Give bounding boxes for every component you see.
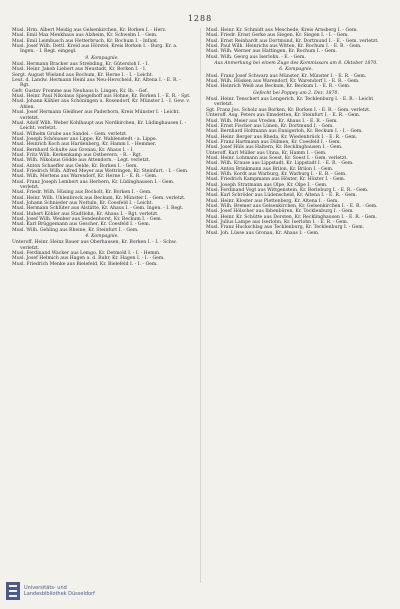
column-divider	[200, 28, 201, 583]
list-entry: Musl. Heinr. Kr. Schmidt aus Meschede, Kreis Arnsberg I. - Gem.	[206, 28, 358, 33]
list-entry: Musl. Fritz Wilh. Kerkenkamp aus Ostbevern. - R. - Rgt.	[12, 152, 143, 158]
list-entry: Musl. Wilh. Werner aus Hattingen, Kr. Bochum I. - Gem.	[206, 49, 337, 55]
list-entry: Musl. Wilhelm Grube aus Sandel. - Gem. verletzt.	[12, 131, 128, 137]
list-entry: Musl. Heinr. Kloster aus Plettenberg, Kr. Altena I. - Gem.	[206, 198, 339, 204]
list-entry: Musl. Friedrich Wilh. Alfred Meyer aus Wettringen, Kr. Steinfurt. - I. - Gem.	[12, 168, 189, 174]
list-entry: Unteroff. Karl Müller aus Unna, Kr. Hamm I. - Gem.	[206, 150, 327, 156]
section-heading: Gefecht bei Poppey am 2. Dez. 1870.	[253, 90, 339, 96]
list-entry: Musl. Josef Hermann Gleißner aus Paderborn, Kreis Münster I. - Leicht. verletzt.	[12, 110, 180, 121]
right-column	[206, 28, 386, 236]
list-entry: Musl. Karl Brüggemann aus Gescher, Kr. Coesfeld I. - Gem.	[12, 222, 151, 228]
list-entry: Musl. Wilh. Meier aus Vreden, Kr. Ahaus I. - E. R. - Gem.	[206, 118, 338, 124]
list-entry: Musl. Heinr. Berger aus Rheda, Kr. Wiedenbrück I. - E. R. - Gem.	[206, 134, 358, 140]
left-column	[12, 28, 192, 267]
list-entry: Musl. Joseph Schönauer aus Lippe, Kr. Wahlenstedt - a. Lippe.	[12, 136, 158, 142]
list-entry: Musl. Wilh. Nikolaus Gödde aus Attendorn. - Legt. verletzt.	[12, 158, 151, 164]
list-entry: Musl. Wilh. Krause aus Lippstadt, Kr. Lippstadt I. - E. R. - Gem.	[206, 161, 354, 167]
list-entry: Musl. Wilh. Hüsken aus Warendorf, Kr. Warendorf I. - E. R. - Gem.	[206, 79, 360, 85]
section-heading: 4. Kompagnie.	[85, 234, 119, 240]
list-entry: Musl. Friedr. Wilh. Hüsing aus Bocholt, Kr. Borken I. - Gem.	[12, 190, 152, 196]
list-entry: Musl. Ernst Reinhardt aus Dortmund, Kr. Dortmund I. - E. - Gem. verletzt.	[206, 38, 379, 44]
list-entry: Musl. Hrm. Albert Meidig aus Gelsenkirchen, Kr. Borken I. - Herz.	[12, 28, 167, 33]
list-entry: Musl. Heinrich Weiß aus Beckum, Kr. Beckum I. - E. R. - Gem.	[206, 84, 351, 90]
list-entry: Musl. Johann Kähler aus Schöningen u. Rosendorf, Kr. Münster I. - I. Gew. v. Ahlen.	[12, 99, 190, 110]
logo-line-1: Universitäts- und	[24, 585, 67, 591]
list-entry: Unteroff. Heinr. Heinz Bauer aus Oberhausen, Kr. Borken I. - I. - Schw. verletzt.	[12, 240, 177, 251]
list-entry: Musl. Heinr. Wilh. Uhlenbrock aus Beckum, Kr. Münster I. - Gem. verletzt.	[12, 195, 186, 201]
list-entry: Musl. Karl Schröder aus Lüdenscheid, Kr. Altena I. - E. R. - Gem.	[206, 193, 357, 199]
list-entry: Musl. Joh. Lüsse aus Gronau, Kr. Ahaus I. - Gem.	[206, 230, 320, 236]
list-entry: Musl. Johann Schnieder aus Nottuln, Kr. Coesfeld I. - Leicht.	[12, 201, 154, 206]
list-entry: Musl. Heinrich Koch aus Hardenberg, Kr. Hamm I. - Hemmer.	[12, 142, 157, 148]
list-entry: Musl. Josef Hölscher aus Ibbenbüren, Kr. Tecklenburg I. - Gem.	[206, 209, 354, 215]
list-entry: Musl. Ferdinand Vogt aus Wittgenstein, Kr. Berleburg I. - E. R. - Gem.	[206, 187, 369, 193]
list-entry: Musl. Ernst Fischer aus Lünen, Kr. Dortmund I. - Gem.	[206, 123, 334, 129]
list-entry: Musl. Franz Huckschlag aus Tecklenburg, Kr. Tecklenburg I. - Gem.	[206, 225, 365, 231]
list-entry: Musl. Heinr. Lohmann aus Soest, Kr. Soest I. - Gem. verletzt.	[206, 155, 348, 161]
list-entry: Musl. Wilh. Georg aus Iserlohn. - E. - Gem.	[206, 54, 306, 60]
list-entry: Musl. Ferdinand Wacker aus Lemgo, Kr. Detmold I. - I. - Hemm.	[12, 251, 161, 257]
section-heading: Aus Anmerkung bei einem Zuge des Kommissars am 8. Oktober 1870.	[214, 61, 378, 67]
list-entry: Musl. Emil Max Menkhaus aus Alzheim, Kr. Schwelm I. - Gem.	[12, 33, 158, 39]
list-entry: Musl. Emil Leimbusch aus Hetterbruch, Kr. Bochum I. - Infant.	[12, 38, 159, 44]
list-entry: Sgt. Franz Jos. Scholz aus Borken, Kr. Borken I. - E. R. - Gem. verletzt.	[206, 107, 371, 113]
logo-line-2: Landesbibliothek Düsseldorf	[24, 591, 95, 597]
list-entry: Musl. Paul Wilh. Heinrichs aus Witten, Kr. Bochum I. - E. R. - Gem.	[206, 44, 362, 50]
list-entry: Musl. Wilh. Bremer aus Gelsenkirchen, Kr. Gelsenkirchen I. - E. R. - Gem.	[206, 204, 378, 209]
list-entry: Musl. Josef Wilh. Dettl. Kreid aus Hörstel, Kreis Borken I. - Burg. Kr. a. Ingen. - I. Regt. eingegl.	[12, 44, 178, 55]
list-entry: Musl. Adolf Wilh. Weber Kohlhaupt aus Nordkirchen, Kr. Lüdinghausen I. - Leicht. verletzt.	[12, 120, 187, 132]
list-entry: Leut. d. Landw. Hermann Heinl aus Neu-Herscheid, Kr. Altena I. - E. R. - Rgt.	[12, 78, 181, 89]
list-entry: Musl. Friedrich Menke aus Bielefeld, Kr. Bielefeld I. - I. - Gem.	[12, 261, 158, 267]
list-entry: Musl. Heinr. Tenschert aus Lengerich, Kr. Tecklenburg I. - E. R. - Leicht verletzt.	[206, 97, 374, 108]
list-entry: Musl. Josef Hüls aus Haltern, Kr. Recklinghausen I. - Gem.	[206, 145, 343, 151]
list-entry: Musl. Bernhard Schulte aus Gronau, Kr. Ahaus I. - I.	[12, 147, 134, 153]
list-entry: Musl. Friedrich Kampmann aus Höxter, Kr. Höxter I. - Gem.	[206, 177, 346, 183]
list-entry: Musl. Franz Joseph Lembert aus Herbern, Kr. Lüdinghausen I. - Gem. verletzt.	[12, 179, 175, 190]
list-entry: Musl. Heinr. Paul Nikolaus Spiegelhoff aus Hohne, Kr. Borken I. - E. R. - Spt.	[12, 94, 191, 100]
list-entry: Musl. Wilh. Kordt aus Warburg, Kr. Warburg I. - E. R. - Gem.	[206, 171, 347, 177]
list-entry: Musl. Julius Lampe aus Iserlohn, Kr. Iserlohn I. - E. R. - Gem.	[206, 220, 349, 226]
list-entry: Musl. Wilh. Gehling aus Rheine, Kr. Steinfurt I. - Gem.	[12, 227, 139, 233]
list-entry: Musl. Hubert Köhler aus Stadtlohn, Kr. Ahaus I. - Rgt. verletzt.	[12, 211, 159, 217]
list-entry: Sergt. August Wieland aus Bochum, Kr. Herne I. - I. - Leicht.	[12, 72, 154, 78]
page-number: 1288	[187, 14, 213, 23]
list-entry: Musl. Joseph Stratmann aus Olpe, Kr. Olpe I. - Gem.	[206, 182, 328, 188]
list-entry: Musl. Franz Hartmann aus Dülmen, Kr. Coesfeld I. - Gem.	[206, 139, 341, 145]
list-entry: Musl. Heinr. Jakob Liebert aus Neustadt, Kr. Borken I. - I.	[12, 67, 147, 73]
library-logo-icon	[6, 582, 20, 600]
list-entry: Musl. Josef Helmich aus Hagen a. d. Ruhr, Kr. Hagen I. - I. - Gem.	[12, 256, 165, 262]
list-entry: Musl. Anton Brinkmann aus Brilon, Kr. Brilon I. - Gem.	[206, 166, 334, 172]
list-entry: Musl. Franz Josef Schwarz aus Münster, Kr. Münster I. - E. R. - Gem.	[206, 73, 367, 79]
list-entry: Musl. Friedr. Ernst Gerke aus Siegen, Kr. Siegen I. - I. - Gem.	[206, 33, 349, 39]
list-entry: Musl. Josef Wilh. Wenker aus Sendenhorst, Kr. Beckum I. - Gem.	[12, 217, 163, 223]
list-entry: Musl. Heinr. Kr. Schütte aus Dorsten, Kr. Recklinghausen I. - E. R. - Gem.	[206, 214, 377, 220]
list-entry: Musl. Wilh. Mertens aus Warendorf, Kr. Herne I. - E. R. - Gem.	[12, 174, 158, 180]
section-heading: 9. Kompagnie.	[85, 55, 119, 61]
list-entry: Unteroff. Aug. Peters aus Emsdetten, Kr. Steinfurt I. - E. R. - Gem.	[206, 113, 361, 119]
section-heading: 6. Kompagnie.	[279, 67, 313, 73]
list-entry: Musl. Hermann Schlüter aus Alstätte, Kr. Ahaus I. - Gem. Ingen. - I. Regt.	[12, 206, 184, 212]
list-entry: Musl. Bernhard Holtmann aus Ennigerloh, Kr. Beckum I. - I. - Gem.	[206, 129, 363, 135]
list-entry: Musl. Hermann Bracker aus Strebding, Kr. Gütersloh I. - I.	[12, 62, 149, 68]
list-entry: Gefr. Gustav Fromme aus Neuhaus b. Lingen, Kr. Ib. - Gef.	[12, 88, 149, 94]
list-entry: Musl. Anton Schaeffer aus Oelde, Kr. Borken I. - Gem.	[12, 163, 138, 169]
library-logo	[6, 581, 156, 603]
